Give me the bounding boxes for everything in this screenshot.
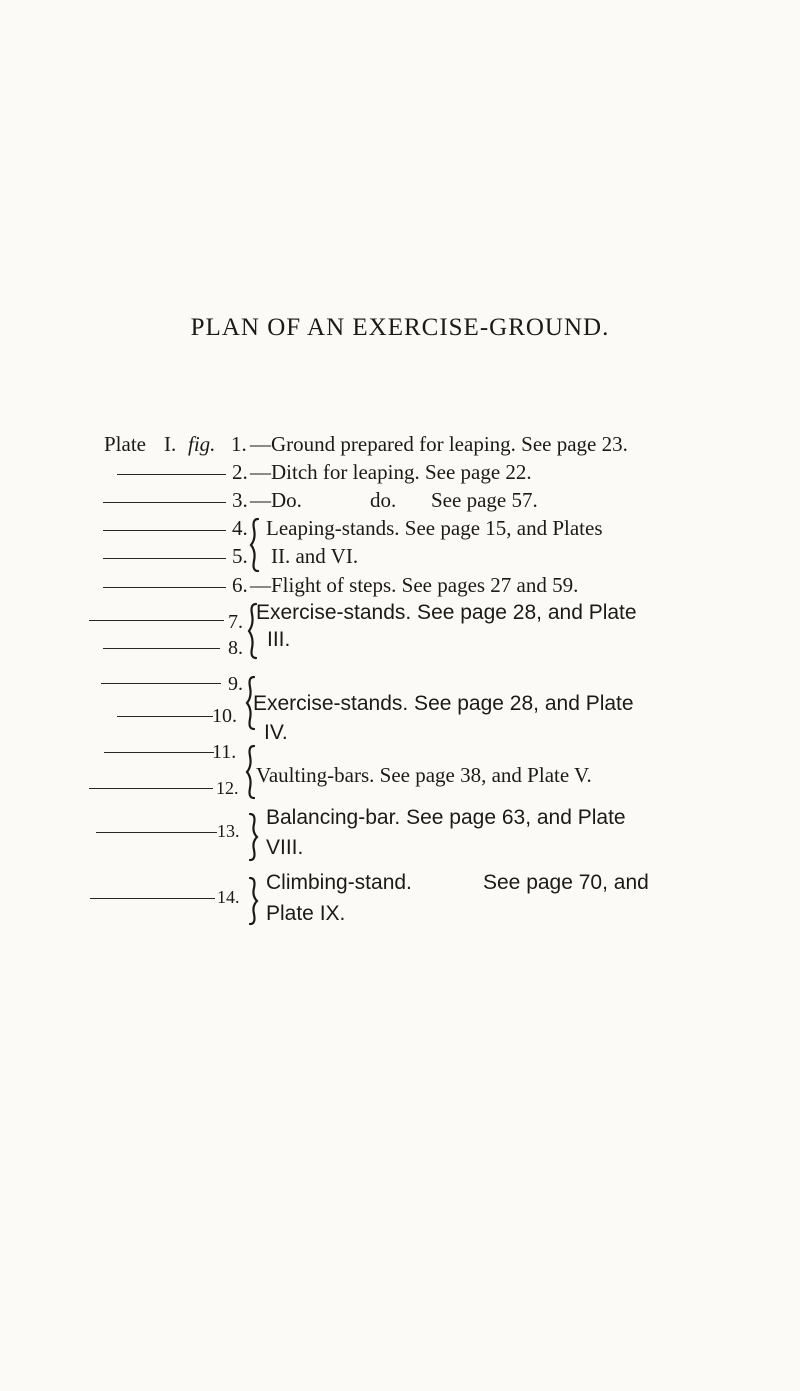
entry-13-cont: VIII.	[266, 836, 304, 859]
entry-1-text: —Ground prepared for leaping. See page 23.	[250, 432, 628, 456]
entry-14-cont: Plate IX.	[266, 902, 346, 925]
fig-number-8: 8.	[228, 637, 243, 659]
ditto-rule-4	[103, 530, 226, 531]
entry-5-text: II. and VI.	[271, 544, 359, 568]
fig-number-6: 6.	[232, 573, 248, 597]
brace-icon	[248, 517, 262, 573]
entry-7-text: Exercise-stands. See page 28, and Plate	[256, 601, 637, 624]
fig-number-4: 4.	[232, 516, 248, 540]
entry-2-text: —Ditch for leaping. See page 22.	[250, 460, 532, 484]
entry-3-ref: See page 57.	[431, 488, 538, 512]
fig-number-7: 7.	[228, 611, 243, 633]
entry-3-ditto: do.	[370, 488, 397, 512]
entry-14-text: Climbing-stand.	[266, 871, 412, 894]
brace-icon	[246, 812, 260, 862]
ditto-rule-9	[101, 683, 221, 684]
entry-13-text: Balancing-bar. See page 63, and Plate	[266, 806, 626, 829]
fig-number-5: 5.	[232, 544, 248, 568]
plate-roman: I.	[164, 432, 177, 456]
entry-3-text: —Do.	[250, 488, 302, 512]
ditto-rule-3	[103, 502, 226, 503]
fig-number-10: 10.	[212, 705, 237, 727]
entry-10-cont: IV.	[264, 721, 288, 744]
entry-6-text: —Flight of steps. See pages 27 and 59.	[250, 573, 579, 597]
ditto-rule-2	[117, 474, 226, 475]
entry-14-ref: See page 70, and	[483, 871, 649, 894]
entry-10-text: Exercise-stands. See page 28, and Plate	[253, 692, 634, 715]
fig-number-3: 3.	[232, 488, 248, 512]
fig-number-9: 9.	[228, 673, 243, 695]
fig-number-12: 12.	[216, 778, 239, 798]
fig-number-2: 2.	[232, 460, 248, 484]
fig-number-1: 1.	[231, 432, 247, 456]
plate-label: Plate	[104, 432, 146, 456]
fig-number-13: 13.	[217, 821, 240, 841]
page-title: PLAN OF AN EXERCISE-GROUND.	[190, 314, 610, 341]
ditto-rule-11	[104, 752, 214, 753]
ditto-rule-14	[90, 898, 215, 899]
fig-number-11: 11.	[212, 741, 237, 763]
entry-4-text: Leaping-stands. See page 15, and Plates	[266, 516, 603, 540]
entry-8-text: III.	[267, 628, 291, 651]
ditto-rule-7	[89, 620, 224, 621]
ditto-rule-6	[103, 587, 226, 588]
ditto-rule-10	[117, 716, 213, 717]
ditto-rule-5	[103, 558, 226, 559]
ditto-rule-12	[89, 788, 213, 789]
brace-icon	[246, 876, 260, 926]
ditto-rule-13	[96, 832, 217, 833]
entry-12-text: Vaulting-bars. See page 38, and Plate V.	[256, 763, 592, 787]
ditto-rule-8	[103, 648, 220, 649]
fig-label: fig.	[188, 432, 216, 456]
fig-number-14: 14.	[217, 887, 240, 907]
